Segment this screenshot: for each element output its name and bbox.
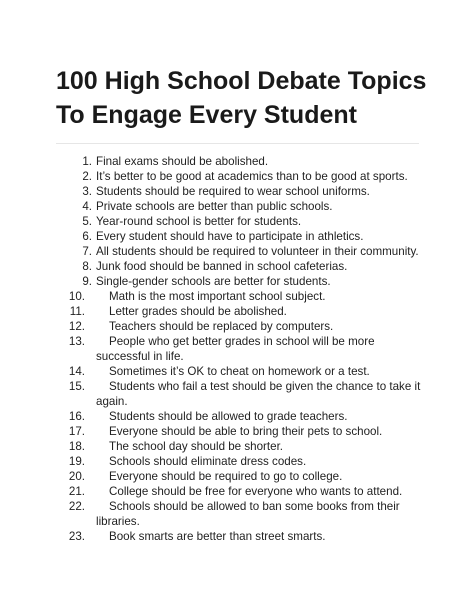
- list-item-text: Students should be required to wear school uniforms.: [96, 185, 370, 198]
- list-item-number: 23.: [68, 530, 85, 543]
- list-item: [0, 364, 474, 379]
- list-item-text: College should be free for everyone who wants to attend.: [109, 485, 403, 498]
- list-item-number: 13.: [68, 335, 85, 348]
- list-item: [0, 319, 474, 334]
- list-item-number: 17.: [68, 425, 85, 438]
- list-item-text: Math is the most important school subject.: [109, 290, 326, 303]
- list-item: [0, 439, 474, 454]
- list-item-number: 7.: [82, 245, 92, 258]
- list-item-number: 4.: [82, 200, 92, 213]
- list-item-text: The school day should be shorter.: [109, 440, 284, 453]
- list-item-text: Everyone should be required to go to college.: [109, 470, 343, 483]
- list-item-number: 16.: [68, 410, 85, 423]
- list-item-text: Students should be allowed to grade teachers.: [109, 410, 348, 423]
- list-item-number: 19.: [68, 455, 85, 468]
- list-item-text: Students who fail a test should be given the chance to take it: [109, 380, 421, 393]
- list-item-text-continued: libraries.: [96, 515, 140, 528]
- list-item-number: 8.: [82, 260, 92, 273]
- list-item: [0, 244, 474, 259]
- list-item: [0, 424, 474, 439]
- list-item-text: Book smarts are better than street smarts.: [109, 530, 326, 543]
- list-item-number: 12.: [68, 320, 85, 333]
- list-item-number: 2.: [82, 170, 92, 183]
- list-item: [0, 379, 474, 409]
- list-item-number: 9.: [82, 275, 92, 288]
- list-item-number: 21.: [68, 485, 85, 498]
- list-item-text: It’s better to be good at academics than to be good at sports.: [96, 170, 408, 183]
- list-item-text: Final exams should be abolished.: [96, 155, 269, 168]
- list-item: [0, 454, 474, 469]
- list-item-number: 14.: [68, 365, 85, 378]
- list-item-number: 6.: [82, 230, 92, 243]
- list-item: [0, 484, 474, 499]
- list-item: [0, 334, 474, 364]
- list-item-text: Single-gender schools are better for students.: [96, 275, 331, 288]
- list-item-text: Sometimes it’s OK to cheat on homework or a test.: [109, 365, 370, 378]
- list-item-text: All students should be required to volunteer in their community.: [96, 245, 419, 258]
- list-item-text: Junk food should be banned in school cafeterias.: [96, 260, 348, 273]
- list-item-number: 1.: [82, 155, 92, 168]
- list-item-text: Every student should have to participate in athletics.: [96, 230, 364, 243]
- list-item-text: Everyone should be able to bring their pets to school.: [109, 425, 383, 438]
- list-item-text-continued: successful in life.: [96, 350, 184, 363]
- list-item-text: People who get better grades in school will be more: [109, 335, 375, 348]
- list-item-text: Year-round school is better for students.: [96, 215, 302, 228]
- list-item-text: Letter grades should be abolished.: [109, 305, 287, 318]
- list-item-number: 5.: [82, 215, 92, 228]
- list-item: [0, 169, 474, 184]
- list-item: [0, 469, 474, 484]
- list-item-number: 18.: [68, 440, 85, 453]
- list-item-text-continued: again.: [96, 395, 128, 408]
- list-item: [0, 229, 474, 244]
- list-item-number: 11.: [69, 305, 85, 318]
- list-item: [0, 499, 474, 529]
- list-item: [0, 259, 474, 274]
- list-item: [0, 184, 474, 199]
- list-item: [0, 214, 474, 229]
- list-item-text: Teachers should be replaced by computers.: [109, 320, 334, 333]
- list-item: [0, 274, 474, 289]
- list-item: [0, 154, 474, 169]
- list-item-number: 22.: [68, 500, 85, 513]
- list-item-number: 10.: [68, 290, 85, 303]
- page-title: 100 High School Debate Topics To Engage Every Student: [56, 67, 427, 129]
- list-item-text: Private schools are better than public schools.: [96, 200, 333, 213]
- list-item: [0, 304, 474, 319]
- list-item-number: 20.: [68, 470, 85, 483]
- list-item-number: 15.: [68, 380, 85, 393]
- topic-list: [0, 154, 474, 544]
- list-item: [0, 529, 474, 544]
- list-item-text: Schools should eliminate dress codes.: [109, 455, 307, 468]
- list-item-number: 3.: [82, 185, 92, 198]
- title-divider: [56, 143, 419, 144]
- list-item: [0, 409, 474, 424]
- list-item: [0, 199, 474, 214]
- list-item: [0, 289, 474, 304]
- list-item-text: Schools should be allowed to ban some books from their: [109, 500, 400, 513]
